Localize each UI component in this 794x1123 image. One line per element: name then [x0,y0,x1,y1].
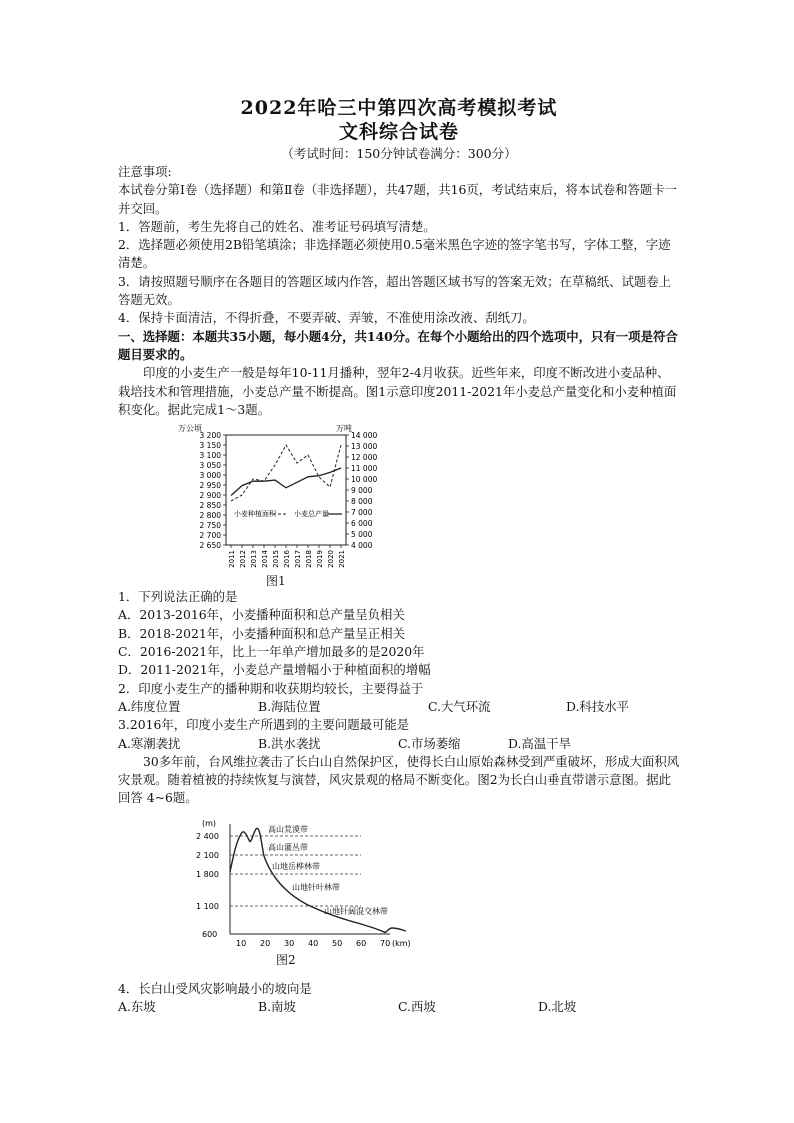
left-tick-label: 2 900 [199,491,221,501]
question-4-option-b: B.南坡 [258,999,296,1015]
x-tick-10: 10 [236,938,247,948]
passage-2: 30多年前，台风维拉袭击了长白山自然保护区，使得长白山原始森林受到严重破坏，形成大面积风灾景观。随着植被的持续恢复与演替，风灾景观的格局不断变化。图2为长白山垂直带谱示意图。据此回答 4~6题。 [118,753,680,806]
left-tick-label: 3 050 [199,461,221,471]
right-tick-label: 5 000 [351,530,373,540]
x-tick-label: 2011 [228,550,236,568]
exam-info: （考试时间：150分钟试卷满分：300分） [281,146,517,161]
question-1-option-d: D．2011-2021年，小麦总产量增幅小于种植面积的增幅 [118,662,431,678]
notes-line: 1．答题前，考生先将自己的姓名、准考证号码填写清楚。 [118,218,436,234]
zone-alpine-shrub: 高山灌丛带 [268,842,308,852]
question-2-option-d: D.科技水平 [566,698,629,714]
x-tick-label: 2017 [294,550,302,568]
right-tick-label: 14 000 [351,431,378,441]
question-3-option-c: C.市场萎缩 [398,735,461,751]
plot-frame [226,435,346,545]
right-tick-label: 9 000 [351,486,373,496]
zone-birch-forest: 山地岳桦林带 [272,861,320,871]
figure-2 [196,816,426,966]
left-tick-label: 2 750 [199,521,221,531]
question-2-option-a: A.纬度位置 [118,698,181,714]
notes-line: 3．请按照题号顺序在各题目的答题区域内作答，超出答题区域书写的答案无效；在草稿纸、试题卷上答题无效。 [118,273,672,308]
wheat-chart [176,423,416,573]
figure-1-caption: 图1 [266,574,286,589]
terrain-profile [230,828,406,932]
x-tick-label: 2012 [239,550,247,568]
left-tick-label: 3 000 [199,471,221,481]
notes-heading: 注意事项: [118,164,172,179]
left-tick-label: 3 150 [199,441,221,451]
x-tick-20: 20 [260,938,271,948]
zone-mixed-forest: 山地针阔混交林带 [324,906,388,916]
left-tick-label: 2 950 [199,481,221,491]
right-tick-label: 4 000 [351,541,373,551]
left-tick-label: 3 200 [199,431,221,441]
x-tick-label: 2020 [327,550,335,568]
right-tick-label: 10 000 [351,475,378,485]
figure-1 [176,423,416,588]
right-axis-unit: 万吨 [336,424,352,434]
x-tick-40: 40 [308,938,319,948]
passage-1: 印度的小麦生产一般是每年10-11月播种，翌年2-4月收获。近些年来，印度不断改进小麦品种、栽培技术和管理措施，小麦总产量不断提高。图1示意印度2011-2021年小麦总产量变化和小麦种植面积变化。据此完成1～3题。 [118,365,677,417]
x-tick-label: 2015 [272,550,280,568]
y-tick-600: 600 [202,929,218,939]
question-4-option-c: C.西坡 [398,999,436,1015]
exam-subject: 文科综合试卷 [338,121,459,143]
right-tick-label: 6 000 [351,519,373,529]
left-axis-unit: 万公顷 [178,424,202,434]
series-planting-area [231,445,341,501]
y-tick-2400: 2 400 [196,831,219,841]
question-3-options [118,735,680,753]
zone-alpine-desert: 高山荒漠带 [268,824,308,834]
left-tick-label: 2 850 [199,501,221,511]
y-axis-unit: (m) [202,818,217,828]
question-1-option-b: B．2018-2021年，小麦播种面积和总产量呈正相关 [118,625,405,641]
section-heading: 一、选择题：本题共35小题，每小题4分，共140分。在每个小题给出的四个选项中，只有一项是符合题目要求的。 [118,328,678,362]
notes-line: 2．选择题必须使用2B铅笔填涂；非选择题必须使用0.5毫米黑色字迹的签字笔书写，字体工整，字迹清楚。 [118,237,671,271]
question-2-option-c: C.大气环流 [428,698,491,714]
question-4-options [118,998,680,1016]
legend-production: 小麦总产量 [294,510,329,519]
question-1-stem: 1．下列说法正确的是 [118,589,238,605]
legend-area: 小麦种植面积 [234,510,276,519]
question-2-stem: 2．印度小麦生产的播种期和收获期均较长，主要得益于 [118,680,424,696]
question-2-option-b: B.海陆位置 [258,698,321,714]
question-3-option-d: D.高温干旱 [508,735,571,751]
figure-2-caption: 图2 [276,952,296,967]
question-4-stem: 4．长白山受风灾影响最小的坡向是 [118,980,312,996]
left-tick-label: 2 650 [199,541,221,551]
x-axis-unit: (km) [392,938,411,948]
left-tick-label: 2 800 [199,511,221,521]
notes-line: 本试卷分第Ⅰ卷（选择题）和第Ⅱ卷（非选择题），共47题，共16页，考试结束后，将本试卷和答题卡一并交回。 [118,182,678,216]
x-tick-label: 2021 [338,550,346,568]
right-tick-label: 11 000 [351,464,378,474]
exam-title: 2022年哈三中第四次高考模拟考试 [240,97,558,119]
x-tick-label: 2016 [283,550,291,568]
y-tick-1800: 1 800 [196,869,219,879]
x-tick-60: 60 [356,938,367,948]
notes-line: 4．保持卡面清洁，不得折叠，不要弄破、弄皱，不准使用涂改液、刮纸刀。 [118,310,535,326]
x-tick-label: 2018 [305,550,313,568]
left-tick-label: 2 700 [199,531,221,541]
y-tick-1100: 1 100 [196,901,219,911]
right-tick-label: 8 000 [351,497,373,507]
question-3-stem: 3.2016年，印度小麦生产所遇到的主要问题最可能是 [118,717,410,733]
right-tick-label: 13 000 [351,442,378,452]
question-4-option-d: D.北坡 [538,999,577,1015]
question-3-option-a: A.寒潮袭扰 [118,735,181,751]
question-1-option-a: A．2013-2016年，小麦播种面积和总产量呈负相关 [118,607,405,623]
x-tick-30: 30 [284,938,295,948]
zone-conifer-forest: 山地针叶林带 [292,882,340,892]
y-tick-2100: 2 100 [196,850,219,860]
question-3-option-b: B.洪水袭扰 [258,735,321,751]
exam-page [118,96,680,1016]
question-4-option-a: A.东坡 [118,999,156,1015]
right-tick-label: 12 000 [351,453,378,463]
question-1-option-c: C．2016-2021年，比上一年单产增加最多的是2020年 [118,644,425,660]
left-tick-label: 3 100 [199,451,221,461]
question-2-options [118,698,680,716]
right-tick-label: 7 000 [351,508,373,518]
changbai-zone-diagram [196,816,426,948]
x-tick-50: 50 [332,938,343,948]
x-tick-label: 2014 [261,550,269,568]
x-tick-70: 70 [380,938,391,948]
x-tick-label: 2013 [250,550,258,568]
x-tick-label: 2019 [316,550,324,568]
